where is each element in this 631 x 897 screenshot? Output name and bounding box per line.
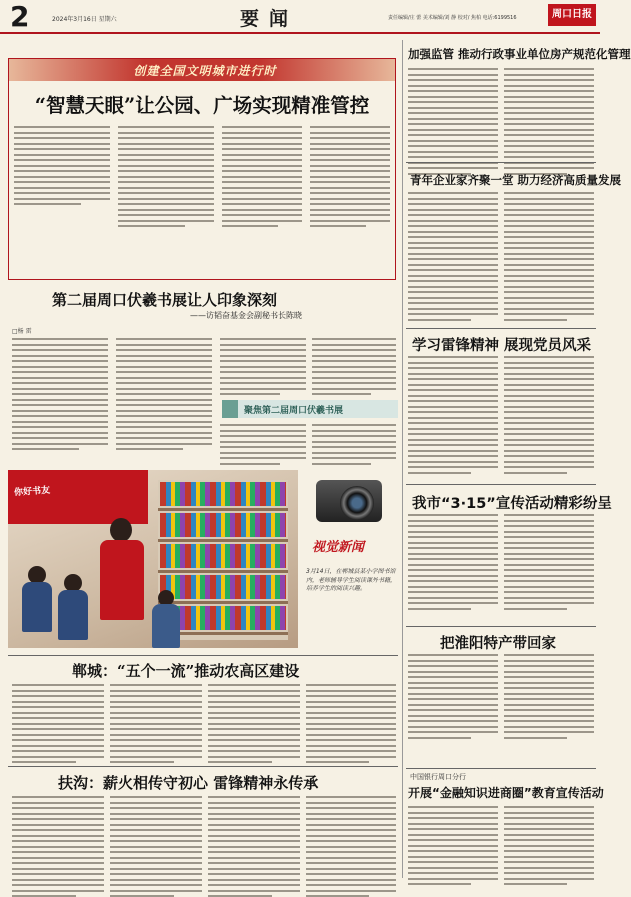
column-divider (402, 40, 403, 878)
dancheng-col-4 (306, 684, 396, 763)
editor-credits: 责任编辑/庄 蕾 美术编辑/刘 静 校对/ 焦柏 电话:6199516 (388, 15, 517, 21)
divider (406, 768, 596, 769)
book-fair-col-3 (220, 338, 306, 395)
right-story-1-title[interactable]: 加强监管 推动行政事业单位房产规范化管理 (408, 47, 631, 61)
book-fair-col-2 (116, 338, 212, 450)
right-story-1-col-2 (504, 68, 594, 175)
right-story-6-kicker: 中国银行周口分行 (410, 773, 466, 781)
divider (406, 626, 596, 627)
lead-body-col-3 (222, 126, 302, 227)
right-story-6-col-1 (408, 806, 498, 885)
lead-body-col-1 (14, 126, 110, 205)
fugou-col-1 (12, 796, 104, 897)
teacher-head (110, 518, 132, 542)
book-fair-col-4 (312, 338, 396, 395)
book-fair-byline: □杨 雷 (12, 328, 32, 335)
book-fair-col-3b (220, 424, 306, 465)
photo-caption: 3月14日，在郸城县某小学图书馆内，老师辅导学生阅读课外书籍，培养学生的阅读兴趣。 (306, 568, 397, 592)
fugou-col-4 (306, 796, 396, 897)
fugou-headline[interactable]: 扶沟：薪火相传守初心 雷锋精神永传承 (58, 774, 319, 792)
student (58, 590, 88, 640)
divider (406, 162, 596, 163)
page-number: 2 (10, 0, 30, 33)
right-story-5-title[interactable]: 把淮阳特产带回家 (440, 636, 556, 652)
library-banner (8, 470, 148, 524)
camera-lens-icon (340, 486, 374, 520)
library-banner-text: 你好书友 (13, 485, 51, 499)
right-story-2-title[interactable]: 青年企业家齐聚一堂 助力经济高质量发展 (410, 173, 622, 187)
right-story-4-title[interactable]: 我市“3·15”宣传活动精彩纷呈 (412, 496, 612, 512)
right-story-3-title[interactable]: 学习雷锋精神 展现党员风采 (412, 338, 592, 354)
dancheng-headline[interactable]: 郸城：“五个一流”推动农高区建设 (72, 662, 300, 680)
newspaper-logo: 周口日报 (548, 4, 596, 26)
divider (8, 655, 398, 656)
visual-news-title: 视觉新闻 (312, 540, 365, 555)
divider (406, 484, 596, 485)
lead-headline[interactable]: “智慧天眼”让公园、广场实现精准管控 (34, 94, 370, 117)
right-story-3-col-1 (408, 356, 498, 474)
teacher (100, 540, 144, 620)
book-fair-col-1 (12, 338, 108, 450)
right-story-2-col-2 (504, 192, 594, 321)
column-label-text: 聚焦第二届周口伏羲书展 (244, 406, 344, 416)
dancheng-col-1 (12, 684, 104, 763)
book-row (160, 482, 286, 506)
news-photo-library (8, 470, 298, 648)
dancheng-col-2 (110, 684, 202, 763)
book-fair-headline[interactable]: 第二届周口伏羲书展让人印象深刻 (52, 291, 278, 309)
masthead (0, 0, 600, 34)
right-story-4-col-2 (504, 514, 594, 610)
book-row (160, 513, 286, 537)
fugou-col-3 (208, 796, 300, 897)
right-story-6-title[interactable]: 开展“金融知识进商圈”教育宣传活动 (408, 786, 604, 800)
book-fair-column-label (222, 400, 398, 418)
right-story-3-col-2 (504, 356, 594, 474)
book-row (160, 575, 286, 599)
section-title: 要闻 (240, 8, 299, 30)
student (152, 604, 180, 648)
lead-body-col-2 (118, 126, 214, 227)
student (22, 582, 52, 632)
book-row (160, 544, 286, 568)
right-story-5-col-1 (408, 654, 498, 739)
banner-strip-title: 创建全国文明城市进行时 (133, 64, 277, 78)
right-story-6-col-2 (504, 806, 594, 885)
divider (406, 328, 596, 329)
page-date: 2024年3月16日 星期六 (52, 16, 117, 23)
right-story-5-col-2 (504, 654, 594, 739)
right-story-4-col-1 (408, 514, 498, 610)
dancheng-col-3 (208, 684, 300, 763)
right-story-1-col-1 (408, 68, 498, 175)
right-story-2-col-1 (408, 192, 498, 321)
book-fair-subhead: ——访韬奋基金会副秘书长陈晓 (190, 311, 302, 320)
lead-body-col-4 (310, 126, 390, 227)
divider (8, 766, 398, 767)
book-fair-col-4b (312, 424, 396, 465)
fugou-col-2 (110, 796, 202, 897)
